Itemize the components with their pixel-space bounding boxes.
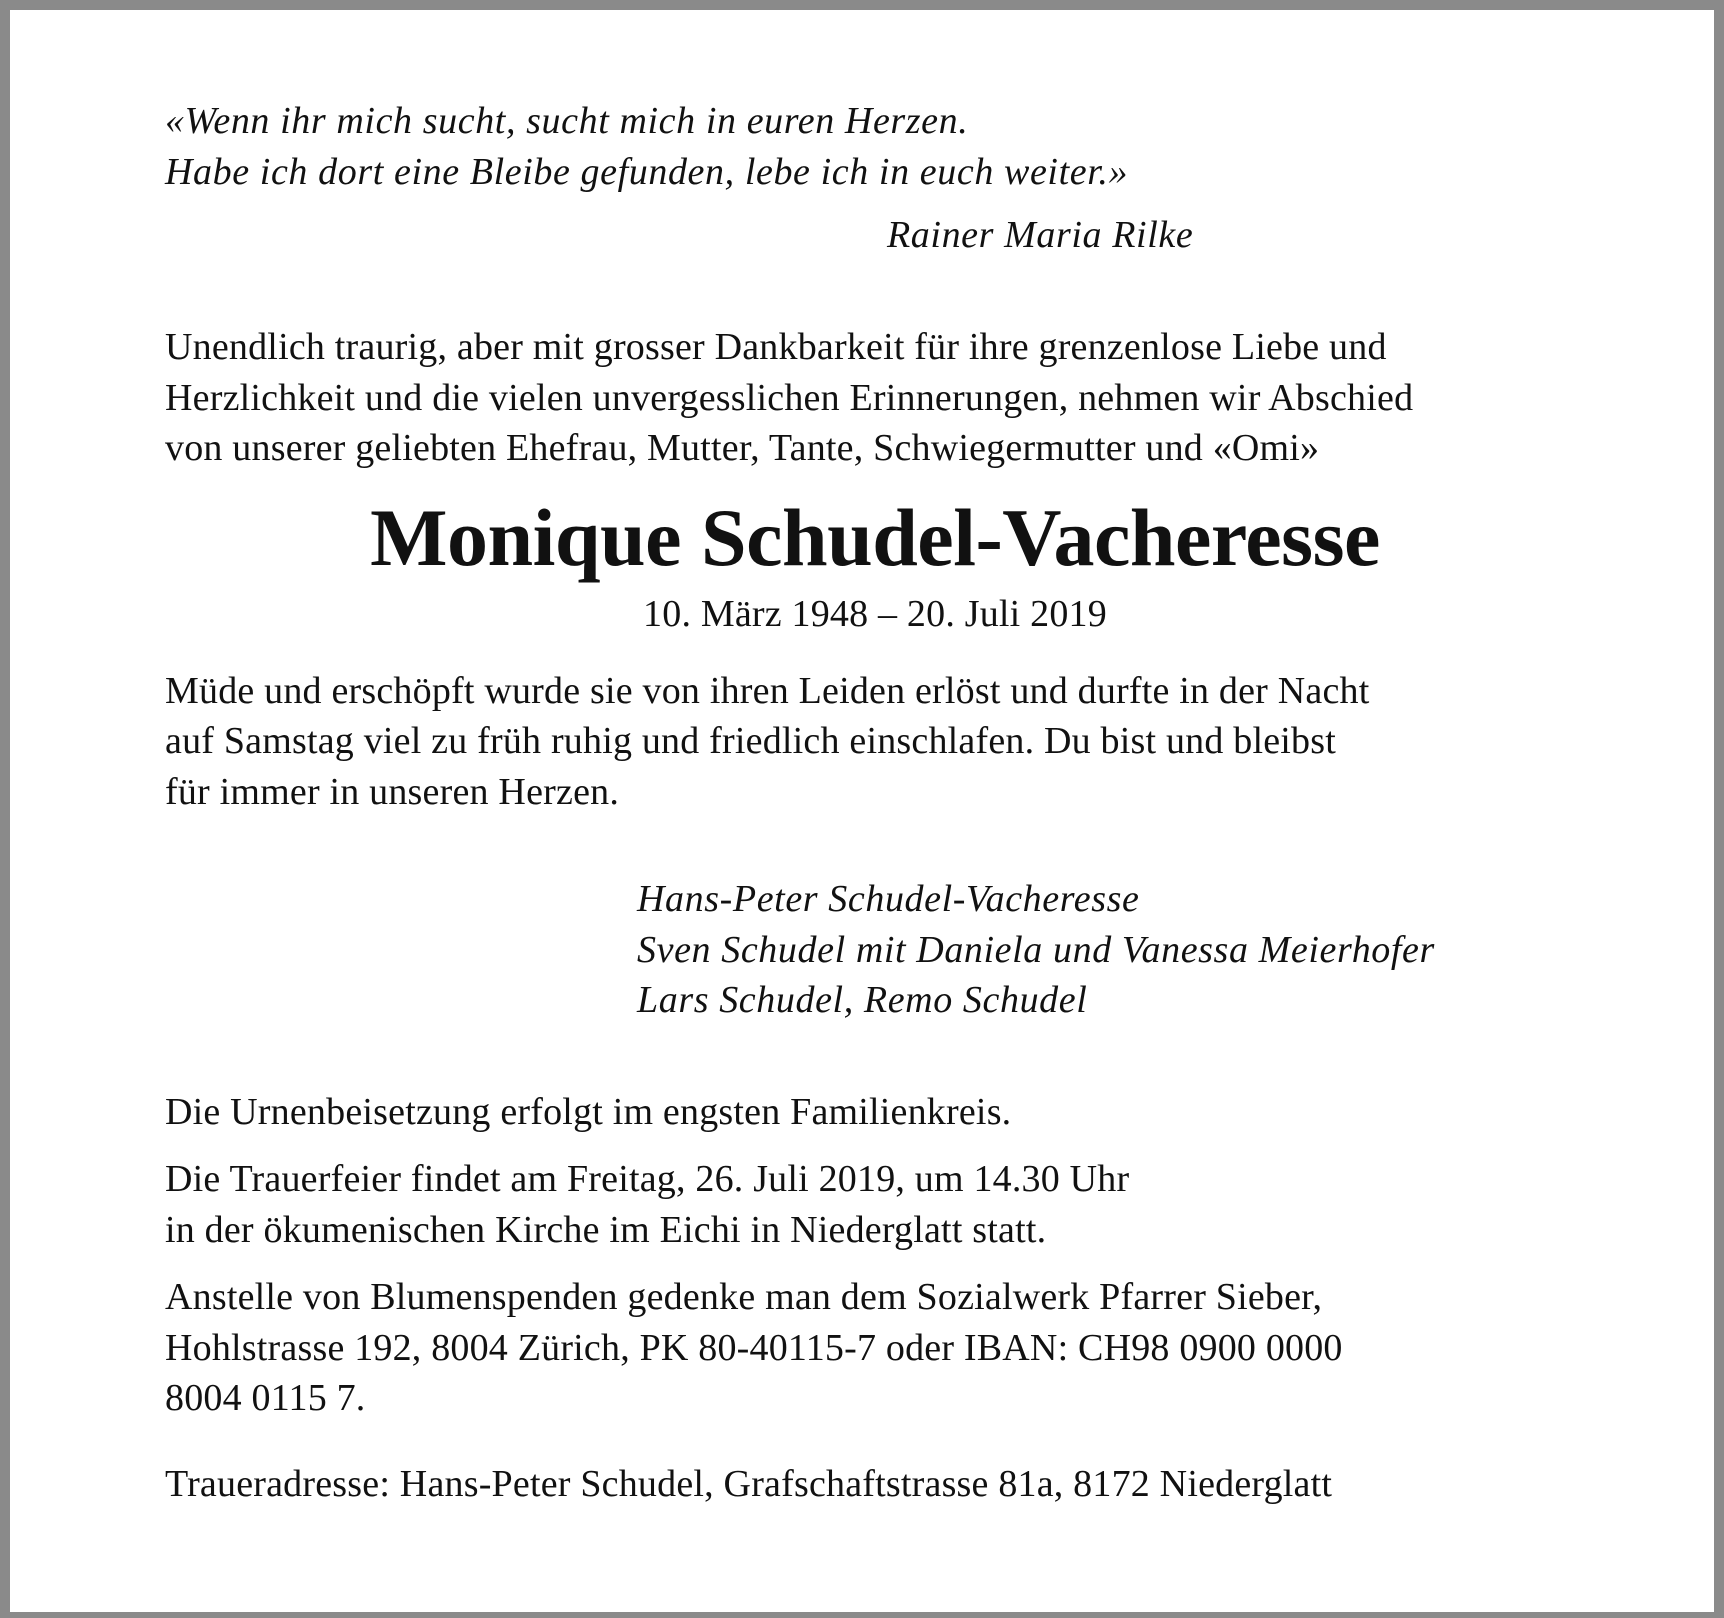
donation-line: Anstelle von Blumenspenden gedenke man dem Sozialwerk Pfarrer Sieber, [165, 1276, 1323, 1318]
mourners-list [637, 874, 1605, 1026]
donation-line: Hohlstrasse 192, 8004 Zürich, PK 80-40115-7 oder IBAN: CH98 0900 0000 [165, 1326, 1343, 1369]
intro-line: Herzlichkeit und die vielen unvergesslichen Erinnerungen, nehmen wir Abschied [165, 376, 1414, 419]
ceremony-notice [165, 1154, 1605, 1255]
ceremony-line: in der ökumenischen Kirche im Eichi in Niederglatt statt. [165, 1208, 1047, 1251]
mourner-name: Lars Schudel, Remo Schudel [637, 979, 1088, 1021]
mourner-name: Sven Schudel mit Daniela und Vanessa Meierhofer [637, 928, 1435, 971]
farewell-line: für immer in unseren Herzen. [165, 770, 620, 813]
address-line: Traueradresse: Hans-Peter Schudel, Grafschaftstrasse 81a, 8172 Niederglatt [165, 1462, 1333, 1505]
mourner-name: Hans-Peter Schudel-Vacheresse [637, 878, 1140, 920]
quote-author: Rainer Maria Rilke [887, 214, 1194, 256]
farewell-paragraph [165, 666, 1605, 818]
life-dates: 10. März 1948 – 20. Juli 2019 [643, 592, 1107, 635]
quote-line: Habe ich dort eine Bleibe gefunden, lebe ich in euch weiter.» [165, 151, 1129, 193]
deceased-name: Monique Schudel-Vacheresse [370, 491, 1380, 583]
burial-notice [165, 1087, 1605, 1138]
rilke-quote [165, 96, 1605, 198]
quote-line: «Wenn ihr mich sucht, sucht mich in euren Herzen. [165, 100, 969, 142]
donation-line: 8004 0115 7. [165, 1377, 366, 1419]
donation-notice [165, 1272, 1605, 1424]
obituary-content [165, 96, 1605, 1509]
intro-paragraph [165, 322, 1605, 474]
intro-line: von unserer geliebten Ehefrau, Mutter, Tante, Schwiegermutter und «Omi» [165, 427, 1320, 469]
ceremony-line: Die Trauerfeier findet am Freitag, 26. Juli 2019, um 14.30 Uhr [165, 1158, 1130, 1200]
farewell-line: auf Samstag viel zu früh ruhig und friedlich einschlafen. Du bist und bleibst [165, 720, 1336, 762]
farewell-line: Müde und erschöpft wurde sie von ihren Leiden erlöst und durfte in der Nacht [165, 669, 1370, 712]
burial-line: Die Urnenbeisetzung erfolgt im engsten Familienkreis. [165, 1090, 1012, 1133]
mourning-address [165, 1459, 1605, 1510]
intro-line: Unendlich traurig, aber mit grosser Dankbarkeit für ihre grenzenlose Liebe und [165, 326, 1387, 368]
